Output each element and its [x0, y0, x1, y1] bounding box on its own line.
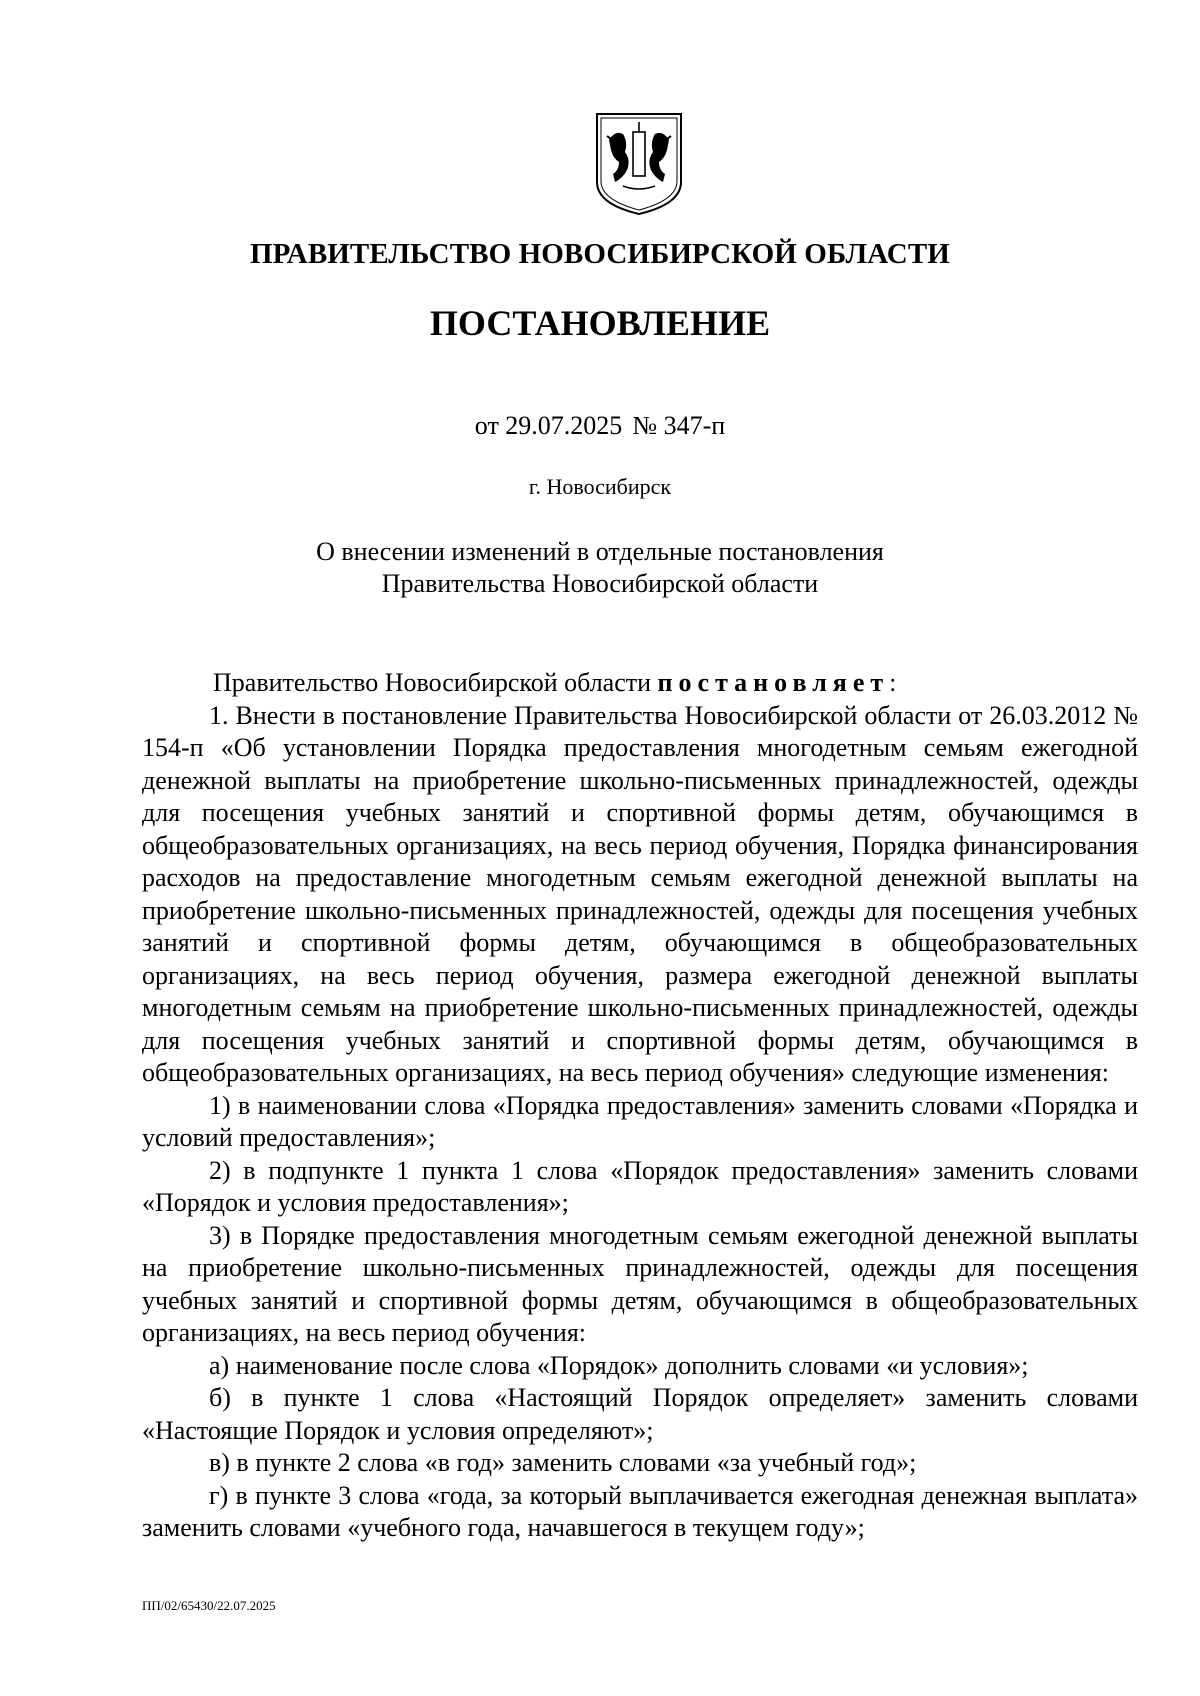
title-line-2: Правительства Новосибирской области	[381, 569, 819, 598]
government-name: ПРАВИТЕЛЬСТВО НОВОСИБИРСКОЙ ОБЛАСТИ	[250, 238, 950, 270]
paragraph-1: 1. Внести в постановление Правительства Новосибирской области от 26.03.2012 № 154-п «Об установлении Порядка предоставления многодетным семьям ежегодной денежной выплаты на приобретение школьно-письменных принадлежностей, одежды для посещения учебных занятий и спортивной формы детям, обучающимся в общеобразовательных организациях, на весь период обучения, Порядка финансирования расходов на предоставление многодетным семьям ежегодной денежной выплаты на приобретение школьно-письменных принадлежностей, одежды для посещения учебных занятий и спортивной формы детям, обучающимся в общеобразовательных организациях, на весь период обучения, размера ежегодной денежной выплаты многодетным семьям на приобретение школьно-письменных принадлежностей, одежды для посещения учебных занятий и спортивной формы детям, обучающимся в общеобразовательных организациях, на весь период обучения» следующие изменения:	[142, 700, 1138, 1087]
paragraph-1-1: 1) в наименовании слова «Порядка предоставления» заменить словами «Порядка и условий предоставления»;	[142, 1090, 1138, 1152]
intro-suffix: :	[889, 668, 897, 697]
paragraph-1-3-a: а) наименование после слова «Порядок» дополнить словами «и условия»;	[209, 1350, 1029, 1380]
paragraph-1-2: 2) в подпункте 1 пункта 1 слова «Порядок предоставления» заменить словами «Порядок и условия предоставления»;	[142, 1155, 1138, 1217]
paragraph-1-3: 3) в Порядке предоставления многодетным семьям ежегодной денежной выплаты на приобретение школьно-письменных принадлежностей, одежды для посещения учебных занятий и спортивной формы детям, обучающимся в общеобразовательных организациях, на весь период обучения:	[142, 1220, 1138, 1347]
novosibirsk-coat-of-arms-icon	[595, 112, 683, 216]
document-code: ПП/02/65430/22.07.2025	[142, 1598, 276, 1613]
intro-decree-word: постановляет	[657, 668, 890, 697]
paragraph-1-3-v: в) в пункте 2 слова «в год» заменить словами «за учебный год»;	[209, 1448, 917, 1477]
intro-paragraph	[142, 667, 1138, 700]
document-body	[142, 667, 1138, 1545]
document-date: от 29.07.2025	[474, 411, 623, 440]
paragraph-1-3-b: б) в пункте 1 слова «Настоящий Порядок определяет» заменить словами «Настоящие Порядок и условия определяют»;	[142, 1383, 1138, 1445]
document-type: ПОСТАНОВЛЕНИЕ	[429, 303, 771, 343]
title-line-1: О внесении изменений в отдельные постановления	[316, 537, 884, 566]
document-city: г. Новосибирск	[528, 474, 672, 499]
paragraph-1-3-g: г) в пункте 3 слова «года, за который выплачивается ежегодная денежная выплата» заменить словами «учебного года, начавшегося в текущем году»;	[142, 1480, 1138, 1542]
document-title	[0, 536, 1200, 600]
document-date-number	[0, 411, 1200, 441]
intro-prefix: Правительство Новосибирской области	[213, 668, 658, 697]
document-number: № 347-п	[632, 411, 726, 440]
